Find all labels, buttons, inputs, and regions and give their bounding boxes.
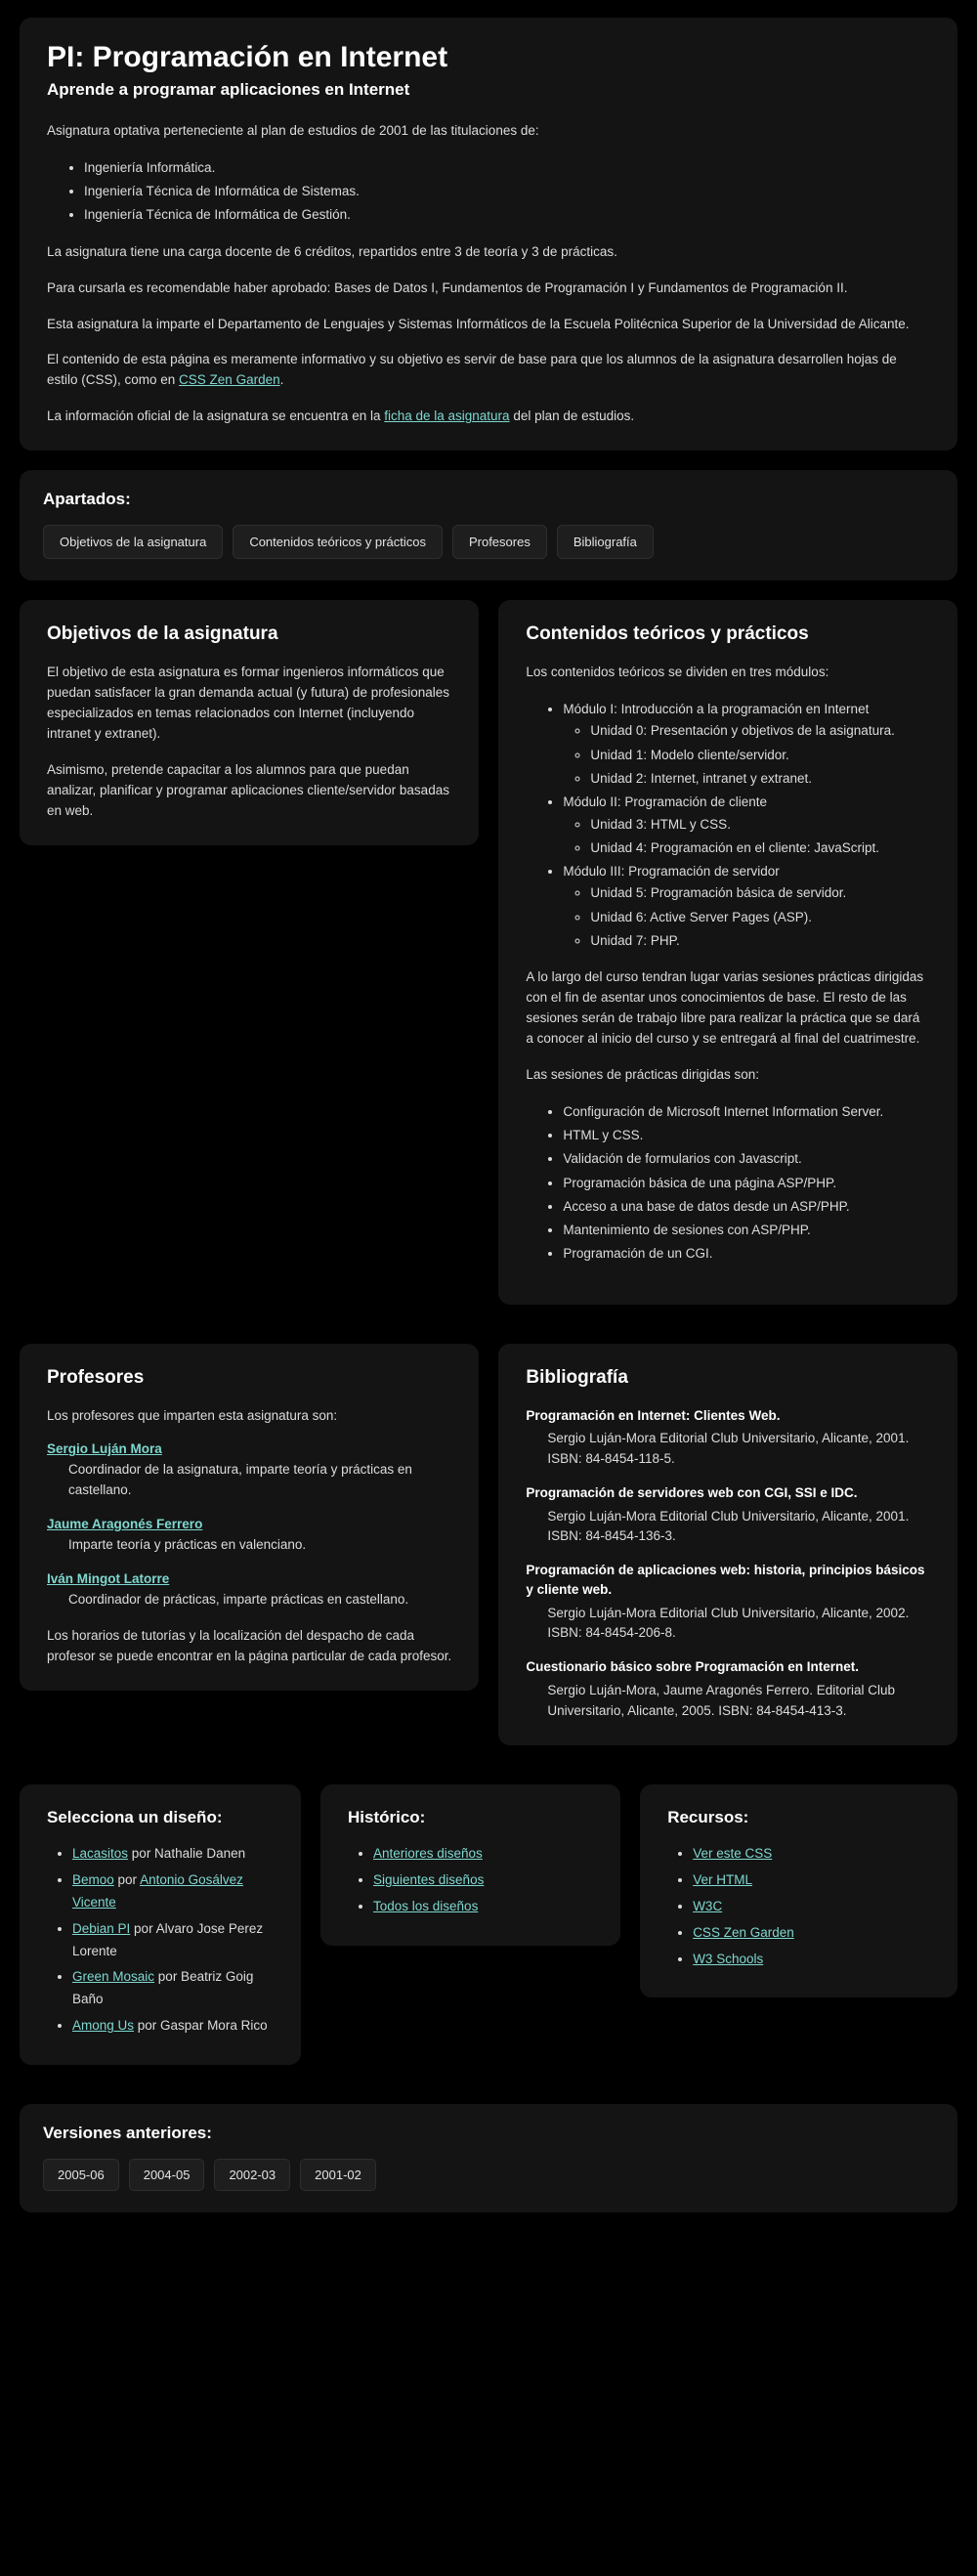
- resources-title: Recursos:: [667, 1807, 749, 1826]
- intro-paragraph: Asignatura optativa perteneciente al plan de estudios de 2001 de las titulaciones de:: [47, 123, 539, 138]
- design-author-link-antonio[interactable]: Antonio Gosálvez Vicente: [72, 1871, 243, 1910]
- list-item: [72, 2015, 274, 2038]
- list-item: [72, 1918, 274, 1963]
- list-item: [72, 1869, 274, 1914]
- list-item: [693, 1922, 930, 1945]
- bibliography-entry-ref: Sergio Luján-Mora Editorial Club Universitario, Alicante, 2001. ISBN: 84-8454-136-3.: [547, 1508, 910, 1544]
- professors-footer: Los horarios de tutorías y la localización del despacho de cada profesor se puede encontrar en la página particular de cada profesor.: [47, 1628, 452, 1664]
- list-item: ◦ Unidad 0: Presentación y objetivos de la asignatura.: [590, 720, 930, 742]
- department-paragraph: Esta asignatura la imparte el Departamento de Lenguajes y Sistemas Informáticos de la Escuela Politécnica Superior de la Universidad de Alicante.: [47, 316, 910, 331]
- header-card: [20, 18, 957, 451]
- history-link-anteriores[interactable]: Anteriores diseños: [373, 1845, 483, 1861]
- design-link-debian-pi[interactable]: Debian PI: [72, 1920, 131, 1936]
- list-item: [563, 792, 930, 859]
- designs-card: [20, 1784, 301, 2066]
- designs-list: [47, 1843, 274, 2039]
- objectives-paragraph-2: Asimismo, pretende capacitar a los alumnos para que puedan analizar, planificar y programar aplicaciones cliente/servidor basadas en web.: [47, 761, 449, 818]
- resource-link-ver-css[interactable]: Ver este CSS: [693, 1845, 773, 1861]
- list-item: • Programación básica de una página ASP/PHP.: [563, 1173, 930, 1194]
- list-item: ◦ Unidad 6: Active Server Pages (ASP).: [590, 907, 930, 928]
- version-item-2002-03[interactable]: 2002-03: [214, 2159, 290, 2191]
- resources-list: [667, 1843, 930, 1971]
- bibliography-entry-ref: Sergio Luján-Mora Editorial Club Universitario, Alicante, 2001. ISBN: 84-8454-118-5.: [547, 1431, 910, 1467]
- credits-paragraph: La asignatura tiene una carga docente de 6 créditos, repartidos entre 3 de teoría y 3 de prácticas.: [47, 243, 617, 259]
- bibliography-entry-ref: Sergio Luján-Mora, Jaume Aragonés Ferrero. Editorial Club Universitario, Alicante, 2005. ISBN: 84-8454-413-3.: [547, 1682, 896, 1718]
- professor-link-jaume[interactable]: Jaume Aragonés Ferrero: [47, 1517, 203, 1532]
- css-note-tail: .: [279, 372, 284, 388]
- versions-card: [20, 2104, 957, 2212]
- objectives-card: [20, 600, 479, 844]
- page-title: PI: Programación en Internet: [47, 41, 448, 73]
- professors-title: Profesores: [47, 1366, 145, 1388]
- list-item: ◦ Unidad 1: Modelo cliente/servidor.: [590, 745, 930, 766]
- professors-bibliography-row: [20, 1344, 957, 1765]
- design-link-among-us[interactable]: Among Us: [72, 2018, 135, 2034]
- design-author: por Beatriz Goig Baño: [72, 1969, 254, 2007]
- module-name: Módulo I: Introducción a la programación en Internet: [563, 702, 870, 717]
- design-author: por: [113, 1871, 141, 1887]
- design-author: por Alvaro Jose Perez Lorente: [72, 1920, 264, 1958]
- list-item: ◦ Unidad 3: HTML y CSS.: [590, 814, 930, 836]
- list-item: [373, 1843, 593, 1866]
- history-list: [348, 1843, 593, 1918]
- versions-list: [43, 2159, 934, 2191]
- units-list: [563, 882, 930, 952]
- list-item: [563, 861, 930, 952]
- modules-list: [526, 699, 930, 952]
- bibliography-entry-title: Programación de servidores web con CGI, SSI e IDC.: [526, 1484, 858, 1500]
- practice-intro: Las sesiones de prácticas dirigidas son:: [526, 1066, 760, 1082]
- design-author: por Nathalie Danen: [128, 1845, 246, 1861]
- objectives-title: Objetivos de la asignatura: [47, 623, 278, 645]
- units-list: [563, 814, 930, 860]
- professor-desc: Coordinador de la asignatura, imparte teoría y prácticas en castellano.: [68, 1462, 412, 1498]
- objectives-contents-row: [20, 600, 957, 1323]
- list-item: • Acceso a una base de datos desde un ASP/PHP.: [563, 1196, 930, 1218]
- bibliography-entry-title: Programación de aplicaciones web: historia, principios básicos y cliente web.: [526, 1563, 925, 1597]
- official-info-paragraph: [47, 407, 930, 427]
- css-zen-garden-link[interactable]: CSS Zen Garden: [179, 372, 280, 388]
- version-item-2004-05[interactable]: 2004-05: [129, 2159, 205, 2191]
- degrees-list: [47, 157, 930, 227]
- sections-nav-card: [20, 470, 957, 580]
- official-tail: del plan de estudios.: [509, 408, 635, 424]
- practice-paragraph: A lo largo del curso tendran lugar varias sesiones prácticas dirigidas con el fin de asentar unos conocimientos de base. El resto de las sesiones serán de trabajo libre para realizar la práctica que se dará a conocer al inicio del curso y se entregará al final del cuatrimestre.: [526, 969, 924, 1046]
- official-text: La información oficial de la asignatura se encuentra en la: [47, 408, 385, 424]
- bibliography-title: Bibliografía: [526, 1366, 628, 1388]
- ficha-asignatura-link[interactable]: ficha de la asignatura: [384, 408, 510, 424]
- list-item: ◦ Unidad 4: Programación en el cliente: JavaScript.: [590, 837, 930, 859]
- practices-list: [526, 1101, 930, 1266]
- version-item-2001-02[interactable]: 2001-02: [300, 2159, 376, 2191]
- resource-link-ver-html[interactable]: Ver HTML: [693, 1871, 752, 1887]
- history-link-todos[interactable]: Todos los diseños: [373, 1898, 479, 1913]
- units-list: [563, 720, 930, 790]
- list-item: • Ingeniería Técnica de Informática de Sistemas.: [84, 181, 930, 202]
- list-item: ◦ Unidad 2: Internet, intranet y extranet.: [590, 768, 930, 790]
- nav-item-objetivos[interactable]: Objetivos de la asignatura: [43, 525, 223, 559]
- resource-link-css-zen-garden[interactable]: CSS Zen Garden: [693, 1924, 794, 1940]
- professor-desc: Coordinador de prácticas, imparte prácticas en castellano.: [68, 1592, 409, 1608]
- bibliography-entry-title: Programación en Internet: Clientes Web.: [526, 1407, 781, 1423]
- bibliography-entry-ref: Sergio Luján-Mora Editorial Club Universitario, Alicante, 2002. ISBN: 84-8454-206-8.: [547, 1605, 910, 1641]
- nav-item-bibliografia[interactable]: Bibliografía: [557, 525, 654, 559]
- list-item: [72, 1843, 274, 1866]
- bibliography-card: [498, 1344, 957, 1745]
- contents-card: [498, 600, 957, 1304]
- designs-title: Selecciona un diseño:: [47, 1807, 223, 1826]
- list-item: [693, 1869, 930, 1892]
- design-link-lacasitos[interactable]: Lacasitos: [72, 1845, 129, 1861]
- professor-desc: Imparte teoría y prácticas en valenciano.: [68, 1537, 307, 1553]
- design-link-green-mosaic[interactable]: Green Mosaic: [72, 1969, 155, 1985]
- list-item: • Programación de un CGI.: [563, 1243, 930, 1265]
- list-item: [373, 1869, 593, 1892]
- css-note-text: El contenido de esta página es meramente informativo y su objetivo es servir de base para que los alumnos de la asignatura desarrollen hojas de estilo (CSS), como en: [47, 352, 897, 388]
- objectives-paragraph-1: El objetivo de esta asignatura es formar ingenieros informáticos que puedan satisfacer la gran demanda actual (y futura) de profesionales especializados en temas relacionados con Internet (incluyendo intranet y extranet).: [47, 665, 450, 742]
- nav-item-contenidos[interactable]: Contenidos teóricos y prácticos: [233, 525, 443, 559]
- list-item: • Ingeniería Técnica de Informática de Gestión.: [84, 204, 930, 226]
- version-item-2005-06[interactable]: 2005-06: [43, 2159, 119, 2191]
- nav-item-profesores[interactable]: Profesores: [452, 525, 547, 559]
- history-title: Histórico:: [348, 1807, 426, 1826]
- design-link-bemoo[interactable]: Bemoo: [72, 1871, 114, 1887]
- professor-link-sergio[interactable]: Sergio Luján Mora: [47, 1441, 162, 1457]
- versions-title: Versiones anteriores:: [43, 2124, 212, 2143]
- list-item: [563, 699, 930, 790]
- professor-link-ivan[interactable]: Iván Mingot Latorre: [47, 1571, 170, 1587]
- history-link-siguientes[interactable]: Siguientes diseños: [373, 1871, 485, 1887]
- resources-card: [640, 1784, 957, 1998]
- prerequisites-paragraph: Para cursarla es recomendable haber aprobado: Bases de Datos I, Fundamentos de Programación I y Fundamentos de Programación II.: [47, 279, 848, 295]
- list-item: [693, 1896, 930, 1918]
- resource-link-w3-schools[interactable]: W3 Schools: [693, 1951, 764, 1966]
- resource-link-w3c[interactable]: W3C: [693, 1898, 723, 1913]
- page-subtitle: Aprende a programar aplicaciones en Internet: [47, 80, 410, 99]
- list-item: • Configuración de Microsoft Internet Information Server.: [563, 1101, 930, 1123]
- list-item: [693, 1843, 930, 1866]
- list-item: ◦ Unidad 7: PHP.: [590, 930, 930, 952]
- list-item: [693, 1949, 930, 1971]
- list-item: [373, 1896, 593, 1918]
- sections-nav-title: Apartados:: [43, 490, 131, 509]
- list-item: • Ingeniería Informática.: [84, 157, 930, 179]
- module-name: Módulo III: Programación de servidor: [563, 864, 780, 880]
- history-card: [320, 1784, 620, 1946]
- module-name: Módulo II: Programación de cliente: [563, 794, 768, 810]
- contents-intro: Los contenidos teóricos se dividen en tres módulos:: [526, 665, 829, 680]
- list-item: • Mantenimiento de sesiones con ASP/PHP.: [563, 1220, 930, 1241]
- css-note-paragraph: [47, 350, 930, 391]
- professors-intro: Los profesores que imparten esta asignatura son:: [47, 1407, 338, 1423]
- sections-nav-list: [43, 525, 934, 559]
- list-item: ◦ Unidad 5: Programación básica de servidor.: [590, 882, 930, 904]
- list-item: • HTML y CSS.: [563, 1125, 930, 1146]
- list-item: • Validación de formularios con Javascript.: [563, 1148, 930, 1170]
- bibliography-entry-title: Cuestionario básico sobre Programación en Internet.: [526, 1659, 859, 1675]
- bottom-columns-row: [20, 1784, 957, 2085]
- contents-title: Contenidos teóricos y prácticos: [526, 623, 809, 645]
- design-author: por Gaspar Mora Rico: [134, 2018, 268, 2034]
- professors-card: [20, 1344, 479, 1691]
- list-item: [72, 1966, 274, 2011]
